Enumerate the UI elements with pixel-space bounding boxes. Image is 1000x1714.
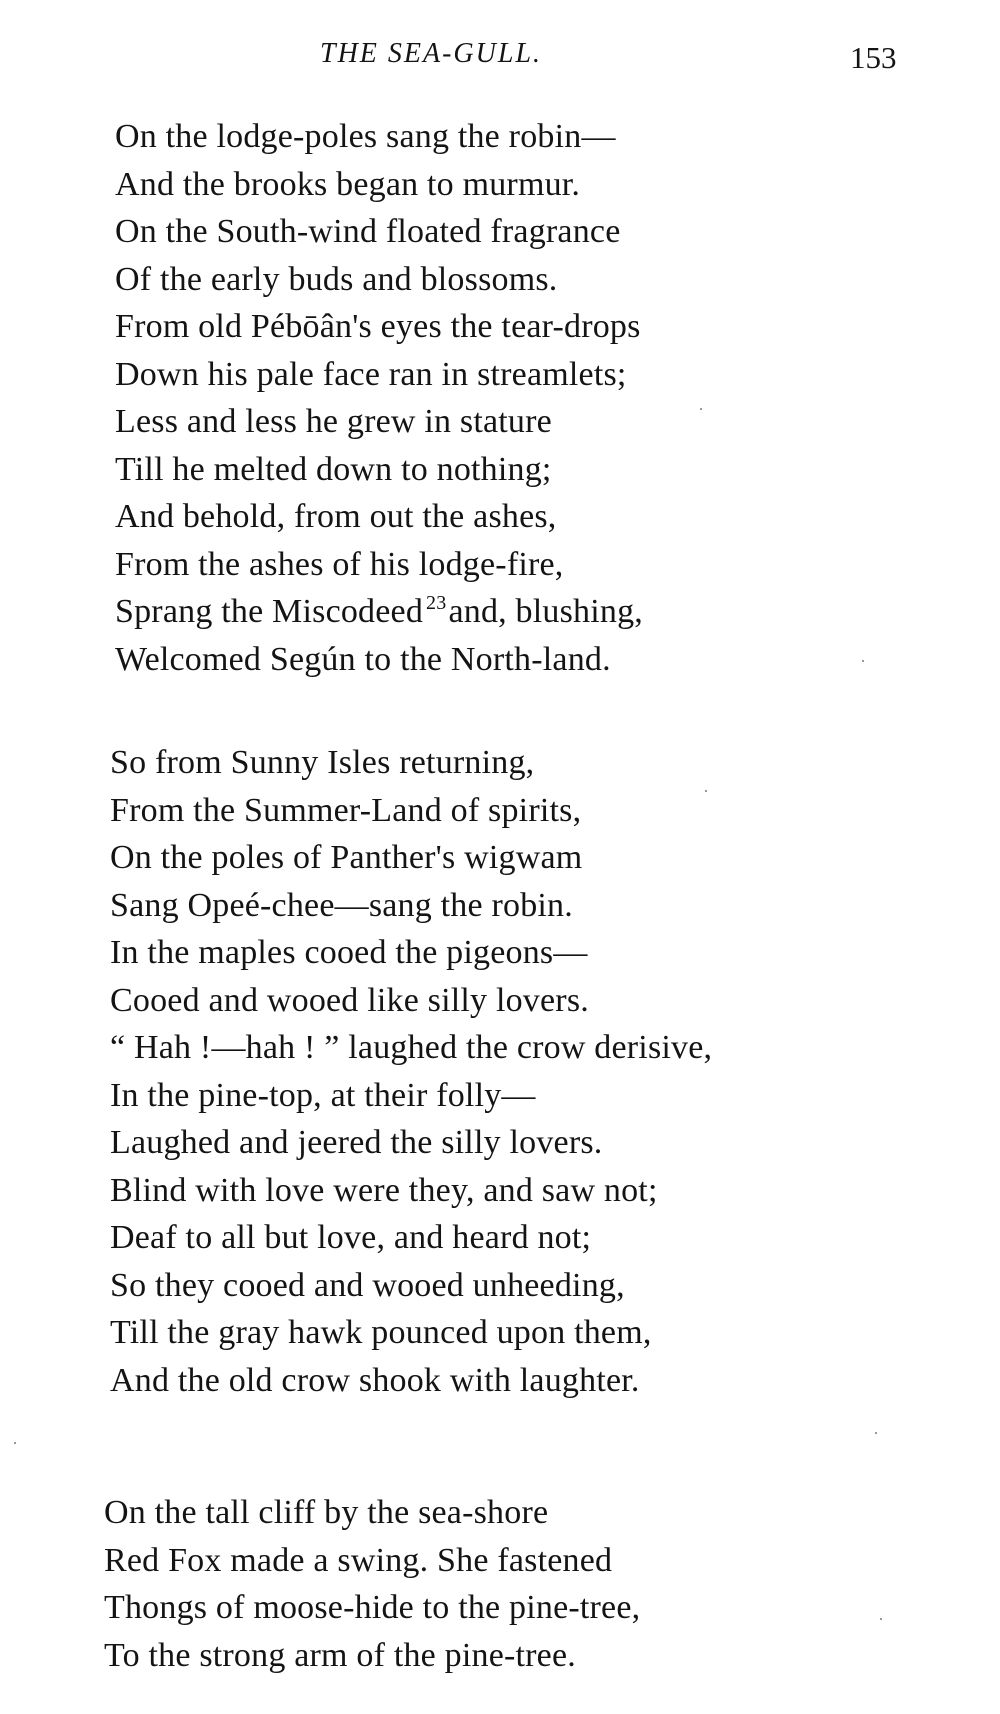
footnote-marker: 23 bbox=[426, 592, 447, 614]
verse-text: Sprang the Miscodeed bbox=[115, 593, 424, 630]
verse-line: Less and less he grew in stature bbox=[115, 403, 552, 440]
verse-line: On the South-wind floated fragrance bbox=[115, 213, 621, 250]
verse-line-with-footnote bbox=[115, 588, 643, 636]
verse-line: On the tall cliff by the sea-shore bbox=[104, 1494, 549, 1531]
paper-speck bbox=[875, 1432, 877, 1434]
verse-line: On the lodge-poles sang the robin— bbox=[115, 118, 616, 155]
verse-line: In the pine-top, at their folly— bbox=[110, 1076, 536, 1114]
paper-speck bbox=[700, 408, 702, 410]
verse-line: So they cooed and wooed unheeding, bbox=[110, 1266, 625, 1304]
verse-line: Laughed and jeered the silly lovers. bbox=[110, 1124, 603, 1161]
verse-line: Red Fox made a swing. She fastened bbox=[104, 1541, 613, 1579]
verse-line: In the maples cooed the pigeons— bbox=[110, 934, 588, 971]
verse-line: Deaf to all but love, and heard not; bbox=[110, 1219, 592, 1256]
verse-line: And the brooks began to murmur. bbox=[115, 165, 581, 203]
verse-line: To the strong arm of the pine-tree. bbox=[104, 1636, 576, 1674]
verse-text: and, blushing, bbox=[448, 593, 643, 630]
verse-line: Thongs of moose-hide to the pine-tree, bbox=[104, 1589, 641, 1626]
verse-line: Down his pale face ran in streamlets; bbox=[115, 355, 627, 393]
paper-speck bbox=[880, 1618, 882, 1620]
paper-speck bbox=[862, 660, 864, 662]
verse-line: From the ashes of his lodge-fire, bbox=[115, 545, 564, 583]
verse-line: Cooed and wooed like silly lovers. bbox=[110, 981, 589, 1019]
paper-speck bbox=[14, 1442, 16, 1444]
running-title: THE SEA-GULL. bbox=[320, 38, 543, 69]
verse-line: Welcomed Según to the North-land. bbox=[115, 640, 611, 678]
stanza-3 bbox=[104, 1489, 640, 1679]
verse-line: And the old crow shook with laughter. bbox=[110, 1361, 640, 1399]
paper-speck bbox=[705, 790, 707, 792]
verse-line: On the poles of Panther's wigwam bbox=[110, 839, 583, 876]
verse-line: Till he melted down to nothing; bbox=[115, 450, 552, 488]
page-number: 153 bbox=[850, 40, 897, 75]
verse-line: And behold, from out the ashes, bbox=[115, 498, 557, 535]
stanza-1 bbox=[115, 113, 643, 683]
verse-line: “ Hah !—hah ! ” laughed the crow derisive, bbox=[110, 1029, 713, 1066]
verse-line: From old Pébōân's eyes the tear-drops bbox=[115, 308, 641, 345]
verse-line: So from Sunny Isles returning, bbox=[110, 744, 535, 781]
verse-line: Sang Opeé-chee—sang the robin. bbox=[110, 886, 573, 924]
verse-line: Till the gray hawk pounced upon them, bbox=[110, 1314, 652, 1351]
stanza-2 bbox=[110, 739, 712, 1404]
verse-line: Blind with love were they, and saw not; bbox=[110, 1171, 658, 1209]
running-head bbox=[0, 38, 1000, 82]
verse-line: Of the early buds and blossoms. bbox=[115, 260, 558, 298]
verse-line: From the Summer-Land of spirits, bbox=[110, 791, 582, 829]
